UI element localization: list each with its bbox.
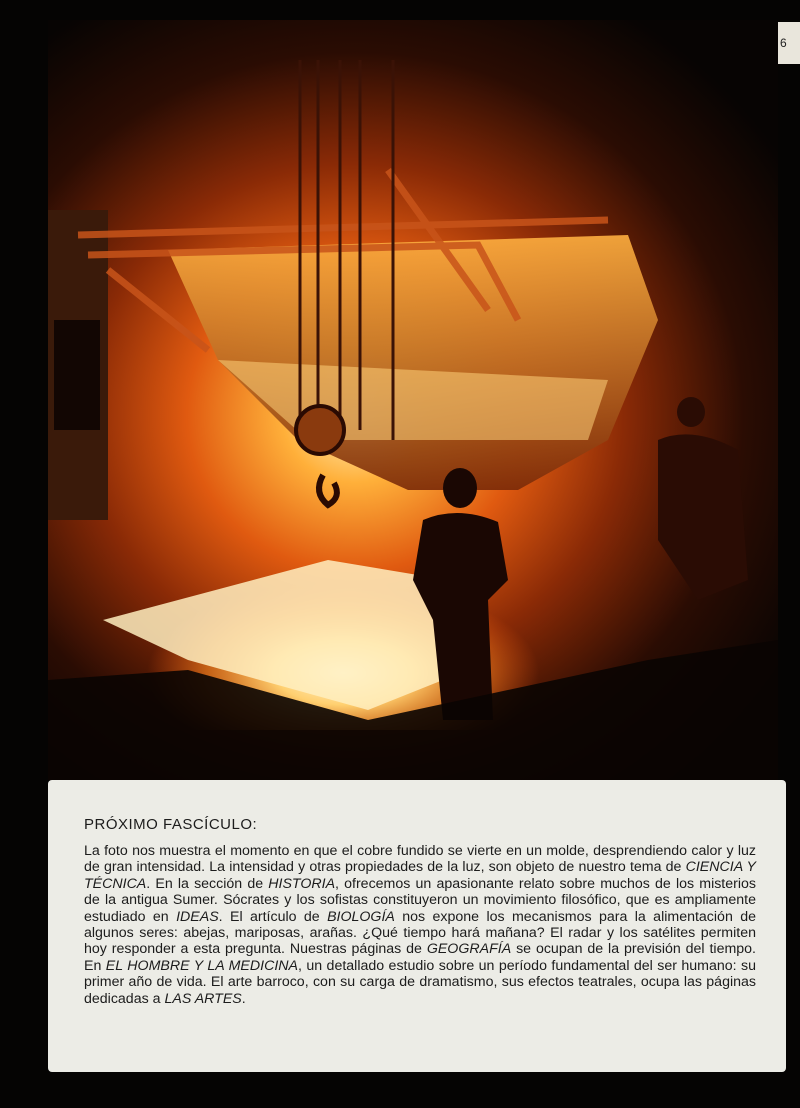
paragraph-text: . El artículo de bbox=[218, 908, 328, 925]
page-number: 6 bbox=[780, 36, 787, 50]
pulley-block bbox=[296, 406, 344, 454]
foundry-illustration bbox=[48, 20, 778, 780]
foundry-photo bbox=[48, 20, 778, 780]
next-issue-panel bbox=[48, 780, 786, 1072]
section-name: GEOGRAFÍA bbox=[426, 941, 512, 958]
panel-title: PRÓXIMO FASCÍCULO: bbox=[84, 816, 258, 833]
panel-text bbox=[84, 843, 756, 1007]
section-name: IDEAS bbox=[176, 908, 219, 925]
paragraph-text: nos expone los mecanismos para la alimentación de algunos seres: abejas, mariposas, arañas. ¿Qué tiempo hará mañana? El radar y los satélites permiten hoy responder a esta pregunta. Nuestras páginas de bbox=[84, 908, 756, 958]
paragraph-text: se ocupan de la previsión del tiempo. En bbox=[84, 941, 757, 974]
section-name: LAS ARTES bbox=[164, 990, 242, 1007]
section-name: EL HOMBRE Y LA MEDICINA bbox=[105, 957, 298, 974]
section-name: CIENCIA Y TÉCNICA bbox=[84, 859, 756, 892]
paragraph-text: . bbox=[241, 990, 246, 1007]
section-name: BIOLOGÍA bbox=[327, 908, 395, 925]
worker-right bbox=[658, 397, 748, 600]
paragraph-text: , ofrecemos un apasionante relato sobre muchos de los misterios de la antigua Sumer. Sócrates y los sofistas constituyeron un movimiento filosófico, que es ampliamente estudiado en bbox=[84, 875, 757, 925]
section-name: HISTORIA bbox=[268, 875, 336, 892]
window bbox=[54, 320, 100, 430]
paragraph-text: . En la sección de bbox=[146, 875, 269, 892]
paragraph-text: , un detallado estudio sobre un período fundamental del ser humano: su primer año de vida. El arte barroco, con su carga de dramatismo, sus efectos teatrales, ocupa las páginas dedicadas a bbox=[84, 957, 757, 1007]
paragraph-text: La foto nos muestra el momento en que el cobre fundido se vierte en un molde, desprendiendo calor y luz de gran intensidad. La intensidad y otras propiedades de la luz, son objeto de nuestro tema de bbox=[84, 843, 756, 876]
